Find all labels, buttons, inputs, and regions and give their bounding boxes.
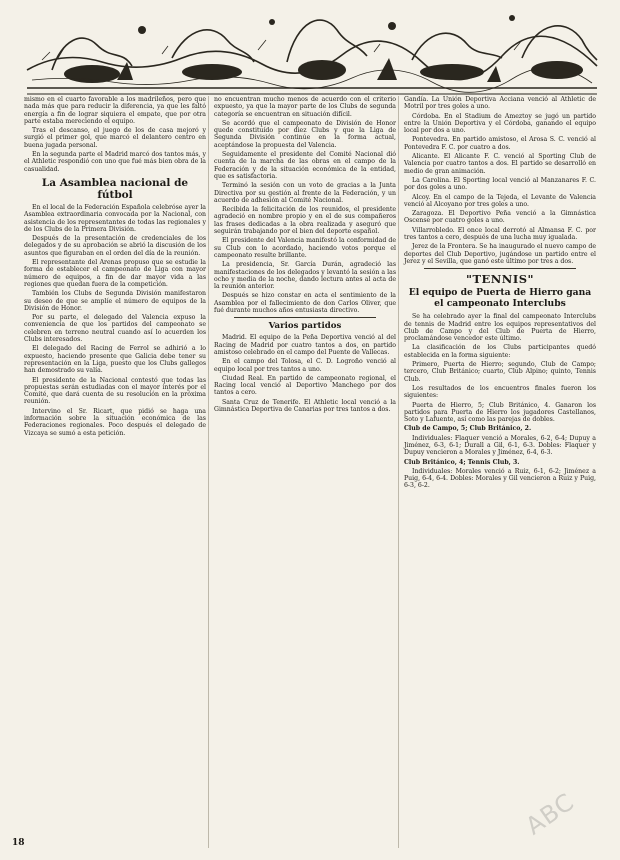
paragraph: Seguidamente el presidente del Comité Nacional dió cuenta de la marcha de las obras en el campo de la Federación y de la situación económica de la entidad, que es satisfactoria. [214, 151, 396, 180]
paragraph: En el local de la Federación Española celebróse ayer la Asamblea extraordinaria convocada por la Nacional, con asistencia de los representantes de todas las regionales y de los Clubs de la Primera División. [24, 203, 206, 233]
paragraph: Ciudad Real. En partido de campeonato regional, el Racing local venció al Deportivo Manchego por dos tantos a cero. [214, 374, 396, 397]
paragraph: Se acordó que el campeonato de División de Honor quede constituído por diez Clubs y que la Liga de Segunda División continúe en la forma actual, aceptándose la propuesta del Valencia. [214, 119, 396, 149]
article-title-asamblea: La Asamblea nacional de fútbol [41, 176, 189, 201]
sports-header-illustration [22, 0, 602, 100]
paragraph: no encuentran mucho menos de acuerdo con el criterio expuesto, ya que la mayor parte de los Clubs de segunda categoría se encuentran en situación difícil. [214, 96, 396, 118]
paragraph: Puerta de Hierro, 5; Club Británico, 4. Ganaron los partidos para Puerta de Hierro los jugadores Castellanos, Soto y Lafuente, así como las parejas de dobles. [404, 401, 596, 424]
column-divider [208, 96, 209, 848]
page-number: 18 [12, 838, 25, 848]
paragraph: Jerez de la Frontera. Se ha inaugurado el nuevo campo de deportes del Club Deportivo, jugándose un partido entre el Jerez y el Sevilla, que ganó este último por tres a dos. [404, 243, 596, 265]
paragraph: Después de la presentación de credenciales de los delegados y de su aprobación se abrió la discusión de los asuntos que figuraban en el orden del día de la reunión. [24, 235, 206, 257]
section-divider [234, 317, 376, 318]
paragraph: Tras el descanso, el juego de los de casa mejoró y surgió el primer gol, que marcó el delantero centro en buena jugada personal. [24, 127, 206, 149]
article-title-varios-partidos: Varios partidos [268, 321, 342, 332]
paragraph: Villarrobledo. El once local derrotó al Almansa F. C. por tres tantos a cero, después de una lucha muy igualada. [404, 226, 596, 242]
paragraph: mismo en el cuarto favorable a los madrileños, pero que nada más que para reducir la diferencia, ya que les faltó energía a fin de lograr siquiera el empate, que por otra parte estaba mereciendo el equipo. [24, 96, 206, 125]
paragraph: Madrid. El equipo de la Peña Deportiva venció al del Racing de Madrid por cuatro tantos a dos, en partido amistoso celebrado en el campo del Puente de Vallecas. [214, 334, 396, 356]
paragraph: El representante del Arenas propuso que se estudie la forma de establecer el campeonato de Liga con mayor número de equipos, a fin de dar mayor vida a las regiones que quedan fuera de la competición. [24, 259, 206, 288]
paragraph: La presidencia, Sr. García Durán, agradeció las manifestaciones de los delegados y levantó la sesión a las ocho y media de la noche, dando lectura antes al acta de la reunión anterior. [214, 261, 396, 291]
paragraph: El delegado del Racing de Ferrol se adhirió a lo expuesto, haciendo presente que Galicia debe tener su representación en la Liga, puesto que los Clubs gallegos han demostrado su valía. [24, 345, 206, 375]
paragraph: Individuales: Morales venció a Ruiz, 6-1, 6-2; Jiménez a Puig, 6-4, 6-4. Dobles: Morales y Gil vencieron a Ruiz y Puig, 6-3, 6-2. [404, 467, 596, 490]
paragraph: Después se hizo constar en acta el sentimiento de la Asamblea por el fallecimiento de don Carlos Oliver, que fué durante muchos años entusiasta directivo. [214, 292, 396, 315]
column-1 [24, 96, 206, 439]
paragraph: Zaragoza. El Deportivo Peña venció a la Gimnástica Oscense por cuatro goles a uno. [404, 210, 596, 225]
article-subtitle-tennis: El equipo de Puerta de Hierro gana el campeonato Interclubs [408, 287, 592, 309]
paragraph: Santa Cruz de Tenerife. El Athletic local venció a la Gimnástica Deportiva de Canarias por tres tantos a dos. [214, 398, 396, 413]
paragraph: Individuales: Flaquer venció a Morales, 6-2, 6-4; Dupuy a Jiménez, 6-3, 6-1; Durall a Gil, 6-1, 6-3. Dobles: Flaquer y Dupuy vencieron a Morales y Jiménez, 6-4, 6-3. [404, 434, 596, 457]
paragraph: También los Clubs de Segunda División manifestaron su deseo de que se amplíe el número de equipos de la División de Honor. [24, 290, 206, 312]
result-heading: Club de Campo, 5; Club Británico, 2. [404, 425, 532, 433]
paragraph: Por su parte, el delegado del Valencia expuso la conveniencia de que los partidos del campeonato se celebren en terreno neutral cuando así lo acuerden los Clubs interesados. [24, 314, 206, 344]
paragraph: Terminó la sesión con un voto de gracias a la Junta Directiva por su gestión al frente de la Federación, y un acuerdo de adhesión al Comité Nacional. [214, 182, 396, 204]
column-3 [404, 96, 596, 492]
article-title-tennis: "TENNIS" [465, 272, 534, 287]
paragraph: La Carolina. El Sporting local venció al Manzanares F. C. por dos goles a uno. [404, 176, 596, 192]
paragraph: En la segunda parte el Madrid marcó dos tantos más, y el Athletic respondió con uno que fué más bien obra de la casualidad. [24, 151, 206, 173]
abc-watermark: ABC [520, 787, 580, 841]
paragraph: Intervino el Sr. Ricart, que pidió se haga una información sobre la situación económica de las Federaciones regionales. Poco después el delegado de Vizcaya se sumó a esta petición. [24, 407, 206, 437]
paragraph: El presidente del Valencia manifestó la conformidad de su Club con lo acordado, haciendo votos porque el campeonato resulte brillante. [214, 237, 396, 259]
paragraph: Alicante. El Alicante F. C. venció al Sporting Club de Valencia por cuatro tantos a dos. El partido se desarrolló en medio de gran animación. [404, 153, 596, 175]
section-divider [424, 268, 576, 269]
paragraph: La clasificación de los Clubs participantes quedó establecida en la forma siguiente: [404, 344, 596, 359]
paragraph: Primero, Puerta de Hierro; segundo, Club de Campo; tercero, Club Británico; cuarto, Club Alpino; quinto, Tennis Club. [404, 361, 596, 383]
column-divider [398, 96, 399, 848]
paragraph: Recibida la felicitación de los reunidos, el presidente agradeció en nombre propio y en el de sus compañeros las frases dedicadas a la obra realizada y aseguró que seguirán trabajando por el bien del deporte español. [214, 206, 396, 236]
paragraph: Córdoba. En el Stadium de Ameztoy se jugó un partido entre la Unión Deportiva y el Córdoba, ganando el equipo local por dos a uno. [404, 112, 596, 135]
paragraph: Gandía. La Unión Deportiva Acciana venció al Athletic de Motril por tres goles a uno. [404, 96, 596, 111]
paragraph: En el campo del Tolosa, el C. D. Logroño venció al equipo local por tres tantos a uno. [214, 358, 396, 373]
paragraph: Los resultados de los encuentros finales fueron los siguientes: [404, 384, 596, 400]
paragraph: Se ha celebrado ayer la final del campeonato Interclubs de tennis de Madrid entre los equipos representativos del Club de Campo y del Club de Puerta de Hierro, proclamándose vencedor este último. [404, 313, 596, 343]
paragraph: El presidente de la Nacional contestó que todas las propuestas serán estudiadas con el mayor interés por el Comité, que dará cuenta de su resolución en la próxima reunión. [24, 376, 206, 406]
result-heading: Club Británico, 4; Tennis Club, 3. [404, 458, 520, 466]
header-banner-svg [22, 0, 602, 100]
column-2 [214, 96, 396, 415]
paragraph: Alcoy. En el campo de la Tejeda, el Levante de Valencia venció al Alcoyano por tres goles a uno. [404, 193, 596, 208]
paragraph: Pontevedra. En partido amistoso, el Arosa S. C. venció al Pontevedra F. C. por cuatro a dos. [404, 136, 596, 151]
